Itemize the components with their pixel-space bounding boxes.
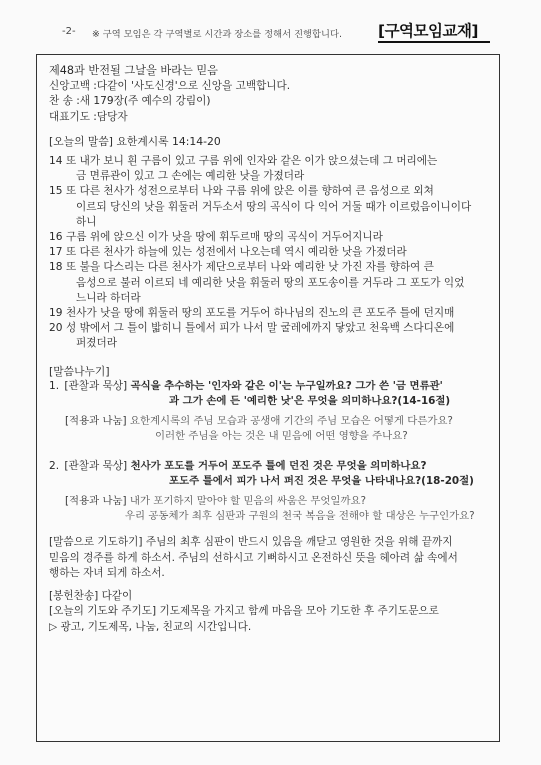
verse-line: 이르되 당신의 낫을 휘둘러 거두소서 땅의 곡식이 다 익어 거둘 때가 이르렀음이니이다 <box>76 200 472 213</box>
question-text: 곡식을 추수하는 '인자와 같은 이'는 누구일까요? 그가 쓴 '금 면류관' <box>130 379 443 392</box>
question-number: 2. <box>49 459 60 472</box>
closing-prayer-line-2: 믿음의 경주를 하게 하소서. 주님의 선하시고 기뻐하시고 온전하신 뜻을 헤아려 삶 속에서 <box>49 551 458 564</box>
verse-number: 14 <box>49 155 63 168</box>
question-tag: [관찰과 묵상] <box>64 459 128 472</box>
today-prayer-text: 기도제목을 가지고 함께 마음을 모아 기도한 후 주기도문으로 <box>159 605 439 618</box>
question-text: 천사가 포도를 거두어 포도주 틀에 던진 것은 무엇을 의미하나요? <box>130 459 427 472</box>
page-title: [구역모임교재] <box>378 22 479 40</box>
application-text: 내가 포기하지 말아야 할 믿음의 싸움은 무엇일까요? <box>129 495 367 508</box>
creed-label: 신앙고백 : <box>49 80 97 93</box>
verse-line: 또 내가 보니 흰 구름이 있고 구름 위에 인자와 같은 이가 앉으셨는데 그 머리에는 <box>66 155 438 168</box>
verse-number: 16 <box>49 231 63 244</box>
title-underline <box>378 41 490 43</box>
scripture-reference: 요한계시록 14:14-20 <box>116 134 221 148</box>
closing-prayer-line-3: 행하는 자녀 되게 하소서. <box>49 566 165 579</box>
verse-number: 17 <box>49 246 63 259</box>
verse-line: 또 다른 천사가 하늘에 있는 성전에서 나오는데 역시 예리한 낫을 가졌더라 <box>66 246 407 259</box>
hymn-text: 새 179장(주 예수의 강림이) <box>79 95 211 108</box>
announcement-row: ▷ 광고, 기도제목, 나눔, 친교의 시간입니다. <box>49 620 252 633</box>
page-header <box>0 0 541 48</box>
verse-20 <box>49 321 491 351</box>
verse-line: 구름 위에 앉으신 이가 낫을 땅에 휘두르매 땅의 곡식이 거두어지니라 <box>66 231 383 244</box>
application-2 <box>49 494 491 509</box>
hymn-row <box>49 94 491 109</box>
meeting-notice: ※ 구역 모임은 각 구역별로 시간과 장소를 정해서 진행합니다. <box>92 29 342 40</box>
lesson-title: 제48과 반전될 그날을 바라는 믿음 <box>49 64 218 77</box>
question-1 <box>49 379 491 394</box>
question-tag: [관찰과 묵상] <box>64 379 128 392</box>
offering-hymn-text: 다같이 <box>101 590 133 603</box>
verse-line: 또 다른 천사가 성전으로부터 나와 구름 위에 앉은 이를 향하여 큰 음성으로 외쳐 <box>66 185 434 198</box>
verse-18 <box>49 260 491 306</box>
verse-17 <box>49 245 491 260</box>
lesson-frame <box>36 54 500 742</box>
verse-19 <box>49 306 491 321</box>
verse-line: 금 면류관이 있고 그 손에는 예리한 낫을 가졌더라 <box>76 170 305 183</box>
question-number: 1. <box>49 379 60 392</box>
closing-prayer-text: 주님의 최후 심판이 반드시 있음을 깨닫고 영원한 것을 위해 끝까지 <box>145 536 453 549</box>
application-1 <box>49 414 491 429</box>
discussion-heading: [말씀나누기] <box>49 364 110 378</box>
rep-prayer-row <box>49 110 491 125</box>
verse-14 <box>49 154 491 184</box>
rep-prayer-text: 담당자 <box>96 110 128 123</box>
lesson-content <box>49 63 491 635</box>
verse-line: 또 불을 다스리는 다른 천사가 제단으로부터 나와 예리한 낫 가진 자를 향하여 큰 <box>66 261 434 274</box>
verse-line: 천사가 낫을 땅에 휘둘러 땅의 포도를 거두어 하나님의 진노의 큰 포도주 틀에 던지매 <box>66 307 455 320</box>
hymn-label: 찬 송 : <box>49 95 80 108</box>
verse-line: 퍼졌더라 <box>76 337 117 350</box>
today-prayer-label: [오늘의 기도와 주기도] <box>49 605 157 618</box>
application-2-continued: 우리 공동체가 최후 심판과 구원의 천국 복음을 전해야 할 대상은 누구인가요? <box>125 510 475 523</box>
verse-number: 18 <box>49 261 63 274</box>
closing-prayer-label: [말씀으로 기도하기] <box>49 536 143 549</box>
verse-number: 15 <box>49 185 63 198</box>
verse-number: 20 <box>49 322 63 335</box>
verse-15 <box>49 184 491 230</box>
question-2 <box>49 459 491 474</box>
offering-hymn-label: [봉헌찬송] <box>49 590 99 603</box>
question-1-continued: 과 그가 손에 든 '예리한 낫'은 무엇을 의미하나요?(14-16절) <box>169 395 451 408</box>
today-prayer-row <box>49 604 491 619</box>
verse-number: 19 <box>49 307 63 320</box>
scripture-heading <box>49 134 491 149</box>
application-text: 요한계시록의 주님 모습과 공생애 기간의 주님 모습은 어떻게 다른가요? <box>129 415 453 428</box>
verse-list <box>49 154 491 352</box>
page-number: -2- <box>62 26 76 37</box>
verse-line: 성 밖에서 그 틀이 밟히니 틀에서 피가 나서 말 굴레에까지 닿았고 천육백 스다디온에 <box>66 322 455 335</box>
application-tag: [적용과 나눔] <box>65 495 127 508</box>
verse-16 <box>49 230 491 245</box>
verse-line: 하니 <box>76 215 97 228</box>
creed-row <box>49 79 491 94</box>
scripture-label: [오늘의 말씀] <box>49 134 114 148</box>
question-2-continued: 포도주 틀에서 피가 나서 퍼진 것은 무엇을 나타내나요?(18-20절) <box>169 474 474 487</box>
application-tag: [적용과 나눔] <box>65 415 127 428</box>
creed-text: 다같이 '사도신경'으로 신앙을 고백합니다. <box>96 80 291 93</box>
rep-prayer-label: 대표기도 : <box>49 110 97 123</box>
application-1-continued: 이러한 주님을 아는 것은 내 믿음에 어떤 영향을 주나요? <box>155 430 408 443</box>
offering-hymn-row <box>49 589 491 604</box>
closing-prayer-line-1 <box>49 535 491 550</box>
verse-line: 음성으로 불러 이르되 네 예리한 낫을 휘둘러 땅의 포도송이를 거두라 그 포도가 익었 <box>76 276 465 289</box>
verse-line: 느니라 하더라 <box>76 291 141 304</box>
